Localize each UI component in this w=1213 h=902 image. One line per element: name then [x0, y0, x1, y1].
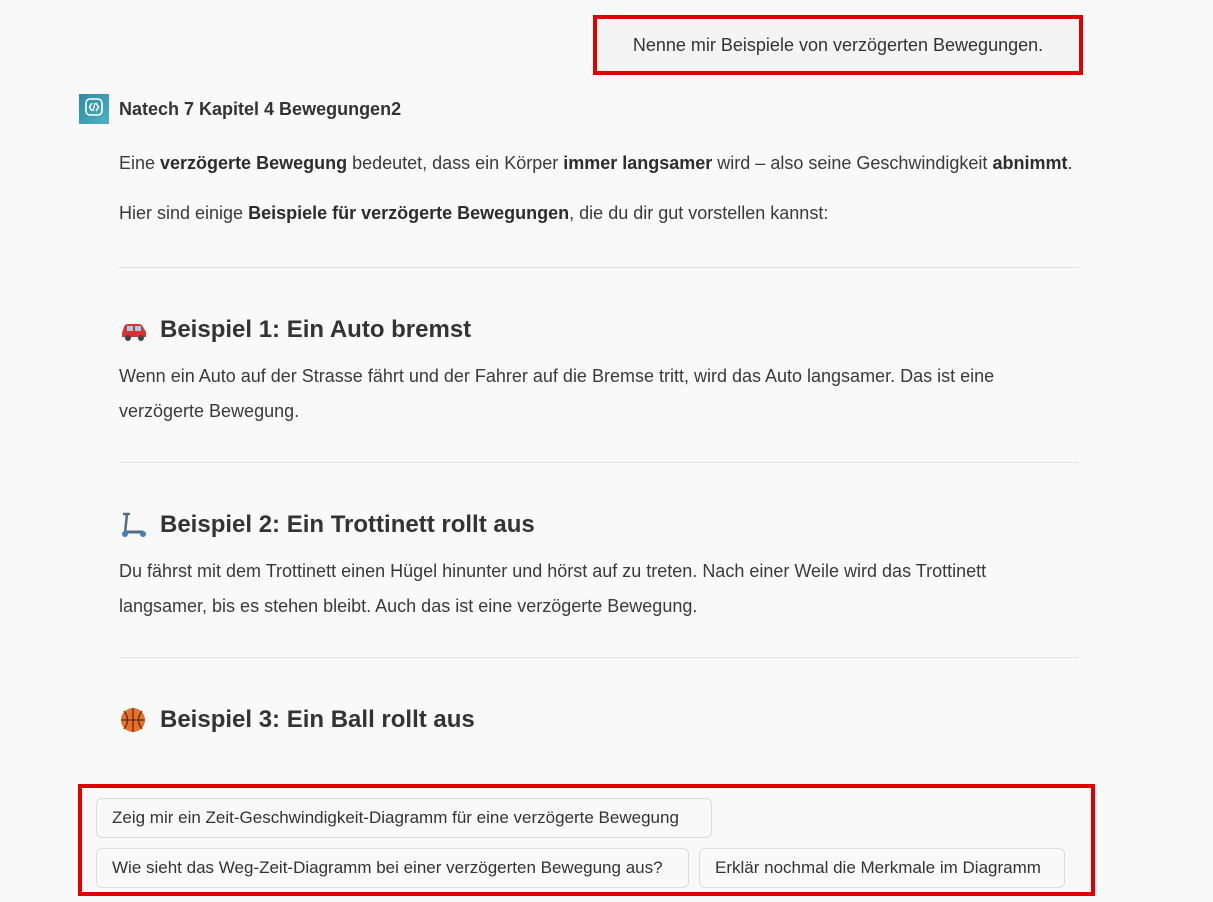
suggestion-button-2[interactable]: Wie sieht das Weg-Zeit-Diagramm bei einer verzögerten Bewegung aus?: [96, 848, 689, 888]
bot-avatar: [79, 94, 109, 124]
bold-text: Beispiele für verzögerte Bewegungen: [248, 203, 570, 223]
example-2-title: Beispiel 2: Ein Trottinett rollt aus: [160, 511, 535, 538]
intro-paragraph-2: [119, 196, 1079, 231]
bold-text: verzögerte Bewegung: [160, 153, 348, 173]
bold-text: abnimmt: [992, 153, 1068, 173]
suggestions-highlight-box: [78, 784, 1095, 896]
text-span: Hier sind einige: [119, 203, 249, 223]
car-icon: [119, 316, 149, 344]
example-1-text: Wenn ein Auto auf der Strasse fährt und der Fahrer auf die Bremse tritt, wird das Auto langsamer. Das ist eine verzögerte Bewegung.: [119, 366, 995, 421]
text-span: bedeutet, dass ein Körper: [347, 153, 564, 173]
bot-name: Natech 7 Kapitel 4 Bewegungen2: [119, 98, 402, 119]
code-brackets-icon: [84, 97, 104, 122]
divider: [119, 462, 1079, 463]
text-span: Eine: [119, 153, 161, 173]
text-span: , die du dir gut vorstellen kannst:: [569, 203, 829, 223]
bot-response: [119, 146, 1079, 735]
example-3-title: Beispiel 3: Ein Ball rollt aus: [160, 706, 475, 733]
suggestion-button-3[interactable]: Erklär nochmal die Merkmale im Diagramm: [699, 848, 1065, 888]
basketball-icon: [119, 706, 149, 734]
kick-scooter-icon: [119, 511, 149, 539]
divider: [119, 657, 1079, 658]
example-2-text: Du fährst mit dem Trottinett einen Hügel hinunter und hörst auf zu treten. Nach einer Weile wird das Trottinett langsamer, bis es stehen bleibt. Auch das ist eine verzögerte Bewegung.: [119, 561, 987, 616]
example-2-title-row: [119, 510, 1079, 540]
divider: [119, 267, 1079, 268]
example-1-title: Beispiel 1: Ein Auto bremst: [160, 316, 472, 343]
bold-text: immer langsamer: [563, 153, 713, 173]
text-span: wird – also seine Geschwindigkeit: [712, 153, 993, 173]
text-span: .: [1067, 153, 1073, 173]
intro-paragraph-1: [119, 146, 1079, 181]
user-message-highlight-box: [593, 15, 1083, 75]
user-message-text: Nenne mir Beispiele von verzögerten Bewegungen.: [632, 34, 1044, 55]
suggestion-button-1[interactable]: Zeig mir ein Zeit-Geschwindigkeit-Diagramm für eine verzögerte Bewegung: [96, 798, 712, 838]
example-3-title-row: [119, 705, 1079, 735]
bot-header: [79, 94, 401, 124]
example-1-title-row: [119, 315, 1079, 345]
